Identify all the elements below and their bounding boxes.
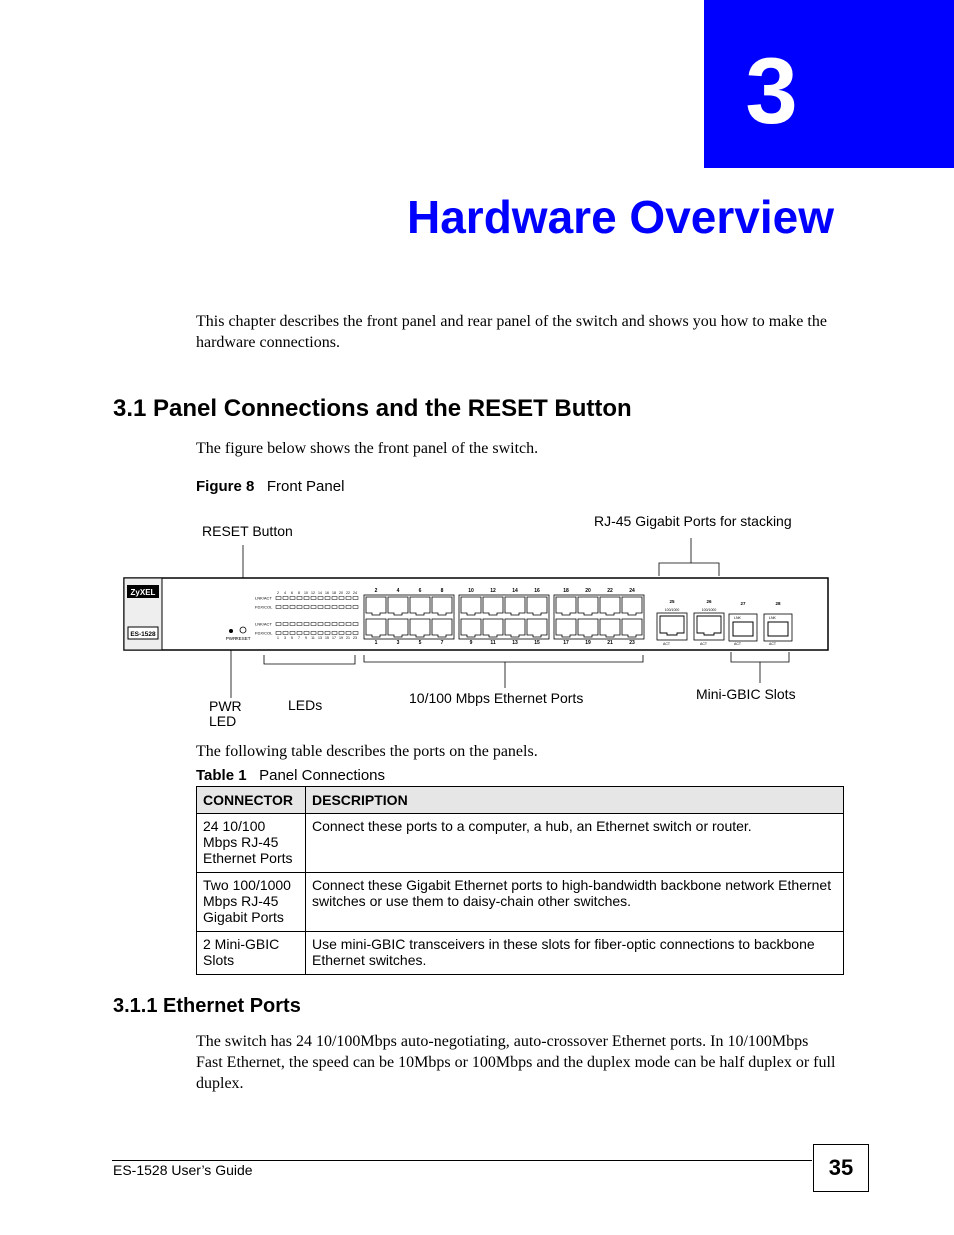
rj45-port[interactable] — [461, 619, 481, 637]
led-indicator — [332, 606, 337, 609]
led-number: 12 — [311, 591, 315, 595]
rj45-port[interactable] — [622, 597, 642, 615]
led-row-label: LNK/ACT — [255, 621, 272, 627]
led-row-label: FDX/COL — [255, 630, 273, 636]
port-number: 3 — [396, 640, 400, 646]
led-indicator — [339, 632, 344, 635]
led-indicator — [325, 606, 330, 609]
led-indicator — [318, 606, 323, 609]
port-number: 24 — [629, 588, 635, 594]
callout-rj45-gigabit: RJ-45 Gigabit Ports for stacking — [594, 513, 792, 529]
led-indicator — [290, 597, 295, 600]
header-connector: CONNECTOR — [197, 787, 306, 814]
led-number: 13 — [318, 636, 322, 640]
led-indicator — [283, 597, 288, 600]
gbic-slot-number: 27 — [740, 601, 746, 606]
rj45-port[interactable] — [556, 619, 576, 637]
led-indicator — [346, 597, 351, 600]
section-3-1-1-text: The switch has 24 10/100Mbps auto-negotiating, auto-crossover Ethernet ports. In 10/100Mbps Fast Ethernet, the speed can be 10Mbps or 100Mbps and the duplex mode can be half duplex or full duplex. — [196, 1033, 836, 1092]
callout-reset-button: RESET Button — [202, 523, 293, 539]
led-number: 16 — [325, 591, 329, 595]
figure-label: Figure 8 — [196, 478, 255, 495]
act-label: ACT — [663, 642, 670, 646]
port-number: 1 — [374, 640, 378, 646]
led-indicator — [297, 606, 302, 609]
port-number: 2 — [374, 588, 378, 594]
led-number: 7 — [298, 636, 300, 640]
led-indicator — [325, 632, 330, 635]
callout-leds: LEDs — [288, 697, 323, 713]
footer-rule — [112, 1160, 812, 1161]
led-number: 22 — [346, 591, 350, 595]
port-number: 22 — [607, 588, 613, 594]
led-number: 18 — [332, 591, 336, 595]
lnk-label: LNK — [769, 616, 776, 620]
led-indicator — [339, 597, 344, 600]
gig-speed-label: 100/1000 — [701, 608, 717, 612]
port-number: 19 — [585, 640, 591, 646]
port-number: 6 — [418, 588, 422, 594]
led-indicator — [297, 632, 302, 635]
led-indicator — [290, 606, 295, 609]
led-number: 24 — [353, 591, 357, 595]
led-indicator — [276, 623, 281, 626]
act-label: ACT — [769, 642, 776, 646]
led-number: 17 — [332, 636, 336, 640]
led-number: 2 — [277, 591, 279, 595]
lnk-label: LNK — [734, 616, 741, 620]
led-number: 20 — [339, 591, 343, 595]
led-indicator — [353, 632, 358, 635]
rj45-port[interactable] — [600, 597, 620, 615]
led-number: 5 — [291, 636, 293, 640]
header-description: DESCRIPTION — [306, 787, 844, 814]
led-number: 21 — [346, 636, 350, 640]
led-indicator — [283, 606, 288, 609]
led-indicator — [276, 597, 281, 600]
chapter-number: 3 — [745, 38, 798, 143]
act-label: ACT — [734, 642, 741, 646]
gig-speed-label: 100/1000 — [664, 608, 680, 612]
rj45-port[interactable] — [388, 597, 408, 615]
rj45-port[interactable] — [556, 597, 576, 615]
led-number: 19 — [339, 636, 343, 640]
led-number: 8 — [298, 591, 300, 595]
led-indicator — [304, 606, 309, 609]
led-row-label: FDX/COL — [255, 604, 273, 610]
intro-paragraph: This chapter describes the front panel and rear panel of the switch and shows you how to make the hardware connections. — [196, 313, 827, 351]
figure-title: Front Panel — [266, 478, 345, 495]
model-plate-text: ES-1528 — [130, 631, 156, 638]
table-label: Table 1 — [196, 767, 247, 784]
rj45-port[interactable] — [410, 619, 430, 637]
table-row — [197, 814, 844, 873]
led-number: 4 — [284, 591, 286, 595]
port-number: 23 — [629, 640, 635, 646]
page-number: 35 — [813, 1144, 869, 1192]
led-indicator — [339, 606, 344, 609]
led-indicator — [318, 623, 323, 626]
led-indicator — [346, 632, 351, 635]
rj45-port[interactable] — [366, 619, 386, 637]
port-number: 12 — [490, 588, 496, 594]
rj45-port[interactable] — [366, 597, 386, 615]
rj45-port[interactable] — [527, 619, 547, 637]
reset-button-icon[interactable] — [240, 627, 246, 633]
port-number: 7 — [440, 640, 444, 646]
description-cell: Connect these Gigabit Ethernet ports to high-bandwidth backbone network Ethernet switches or use them to daisy-chain other switches. — [306, 873, 844, 932]
led-number: 14 — [318, 591, 322, 595]
port-number: 18 — [563, 588, 569, 594]
led-indicator — [290, 632, 295, 635]
port-number: 8 — [440, 588, 444, 594]
port-number: 17 — [563, 640, 569, 646]
led-indicator — [332, 597, 337, 600]
led-indicator — [283, 623, 288, 626]
port-number: 20 — [585, 588, 591, 594]
connector-cell: 2 Mini-GBIC Slots — [197, 932, 306, 975]
led-indicator — [318, 597, 323, 600]
mini-gbic-slot[interactable] — [768, 622, 788, 636]
led-indicator — [346, 623, 351, 626]
rj45-port[interactable] — [483, 619, 503, 637]
led-indicator — [325, 597, 330, 600]
gig-port-number: 26 — [706, 599, 712, 604]
table-row — [197, 873, 844, 932]
rj45-port[interactable] — [527, 597, 547, 615]
led-indicator — [290, 623, 295, 626]
description-cell: Connect these ports to a computer, a hub, an Ethernet switch or router. — [306, 814, 844, 873]
table-row — [197, 932, 844, 975]
led-indicator — [318, 632, 323, 635]
port-number: 9 — [469, 640, 473, 646]
led-indicator — [304, 623, 309, 626]
pwr-led — [229, 629, 233, 633]
section-3-1-text: The figure below shows the front panel of the switch. — [196, 440, 539, 457]
led-indicator — [304, 597, 309, 600]
rj45-port[interactable] — [432, 619, 452, 637]
led-indicator — [311, 623, 316, 626]
port-number: 13 — [512, 640, 518, 646]
led-row-label: LNK/ACT — [255, 595, 272, 601]
mini-gbic-slot[interactable] — [733, 622, 753, 636]
led-indicator — [297, 597, 302, 600]
led-indicator — [339, 623, 344, 626]
led-number: 23 — [353, 636, 357, 640]
connector-cell: 24 10/100 Mbps RJ-45 Ethernet Ports — [197, 814, 306, 873]
pwr-label: PWR — [225, 636, 237, 641]
reset-label: RESET — [235, 636, 251, 641]
description-cell: Use mini-GBIC transceivers in these slots for fiber-optic connections to backbone Ethernet switches. — [306, 932, 844, 975]
connector-cell: Two 100/1000 Mbps RJ-45 Gigabit Ports — [197, 873, 306, 932]
led-indicator — [332, 632, 337, 635]
table-header-row — [197, 787, 844, 814]
section-heading-3-1-1: 3.1.1 Ethernet Ports — [113, 995, 301, 1017]
gbic-slot-number: 28 — [775, 601, 781, 606]
rj45-port[interactable] — [578, 619, 598, 637]
port-number: 11 — [490, 640, 496, 646]
rj45-port[interactable] — [483, 597, 503, 615]
gigabit-rj45-port[interactable] — [660, 616, 684, 635]
callout-pwr-line2: LED — [209, 713, 237, 729]
rj45-port[interactable] — [410, 597, 430, 615]
led-number: 10 — [304, 591, 308, 595]
led-indicator — [353, 623, 358, 626]
led-indicator — [297, 623, 302, 626]
callout-minigbic-slots: Mini-GBIC Slots — [696, 686, 796, 702]
rj45-port[interactable] — [505, 619, 525, 637]
led-number: 1 — [277, 636, 279, 640]
port-number: 4 — [396, 588, 400, 594]
led-indicator — [353, 606, 358, 609]
act-label: ACT — [700, 642, 707, 646]
led-indicator — [276, 632, 281, 635]
port-number: 16 — [534, 588, 540, 594]
rj45-port[interactable] — [578, 597, 598, 615]
led-number: 15 — [325, 636, 329, 640]
rj45-port[interactable] — [432, 597, 452, 615]
port-number: 14 — [512, 588, 518, 594]
port-number: 5 — [418, 640, 422, 646]
port-number: 21 — [607, 640, 613, 646]
table-caption — [196, 767, 385, 784]
brand-logo-text: ZyXEL — [130, 588, 156, 597]
rj45-port[interactable] — [461, 597, 481, 615]
rj45-port[interactable] — [505, 597, 525, 615]
rj45-port[interactable] — [388, 619, 408, 637]
led-indicator — [311, 597, 316, 600]
led-indicator — [353, 597, 358, 600]
led-indicator — [346, 606, 351, 609]
section-heading-3-1: 3.1 Panel Connections and the RESET Button — [113, 395, 632, 422]
gig-port-number: 25 — [669, 599, 675, 604]
gigabit-rj45-port[interactable] — [697, 616, 721, 635]
table-intro-text: The following table describes the ports on the panels. — [196, 743, 538, 760]
led-indicator — [311, 632, 316, 635]
led-number: 9 — [305, 636, 307, 640]
led-indicator — [304, 632, 309, 635]
panel-connections-table — [196, 786, 844, 975]
led-indicator — [283, 632, 288, 635]
callout-pwr-line1: PWR — [209, 698, 242, 714]
chapter-title: Hardware Overview — [407, 191, 835, 243]
led-number: 3 — [284, 636, 286, 640]
led-number: 6 — [291, 591, 293, 595]
led-indicator — [325, 623, 330, 626]
rj45-port[interactable] — [622, 619, 642, 637]
port-number: 15 — [534, 640, 540, 646]
led-indicator — [276, 606, 281, 609]
led-number: 11 — [311, 636, 315, 640]
led-indicator — [311, 606, 316, 609]
footer-guide-title: ES-1528 User’s Guide — [113, 1162, 253, 1178]
callout-ethernet-ports: 10/100 Mbps Ethernet Ports — [409, 690, 584, 706]
table-title: Panel Connections — [259, 767, 386, 784]
port-number: 10 — [468, 588, 474, 594]
led-indicator — [332, 623, 337, 626]
rj45-port[interactable] — [600, 619, 620, 637]
